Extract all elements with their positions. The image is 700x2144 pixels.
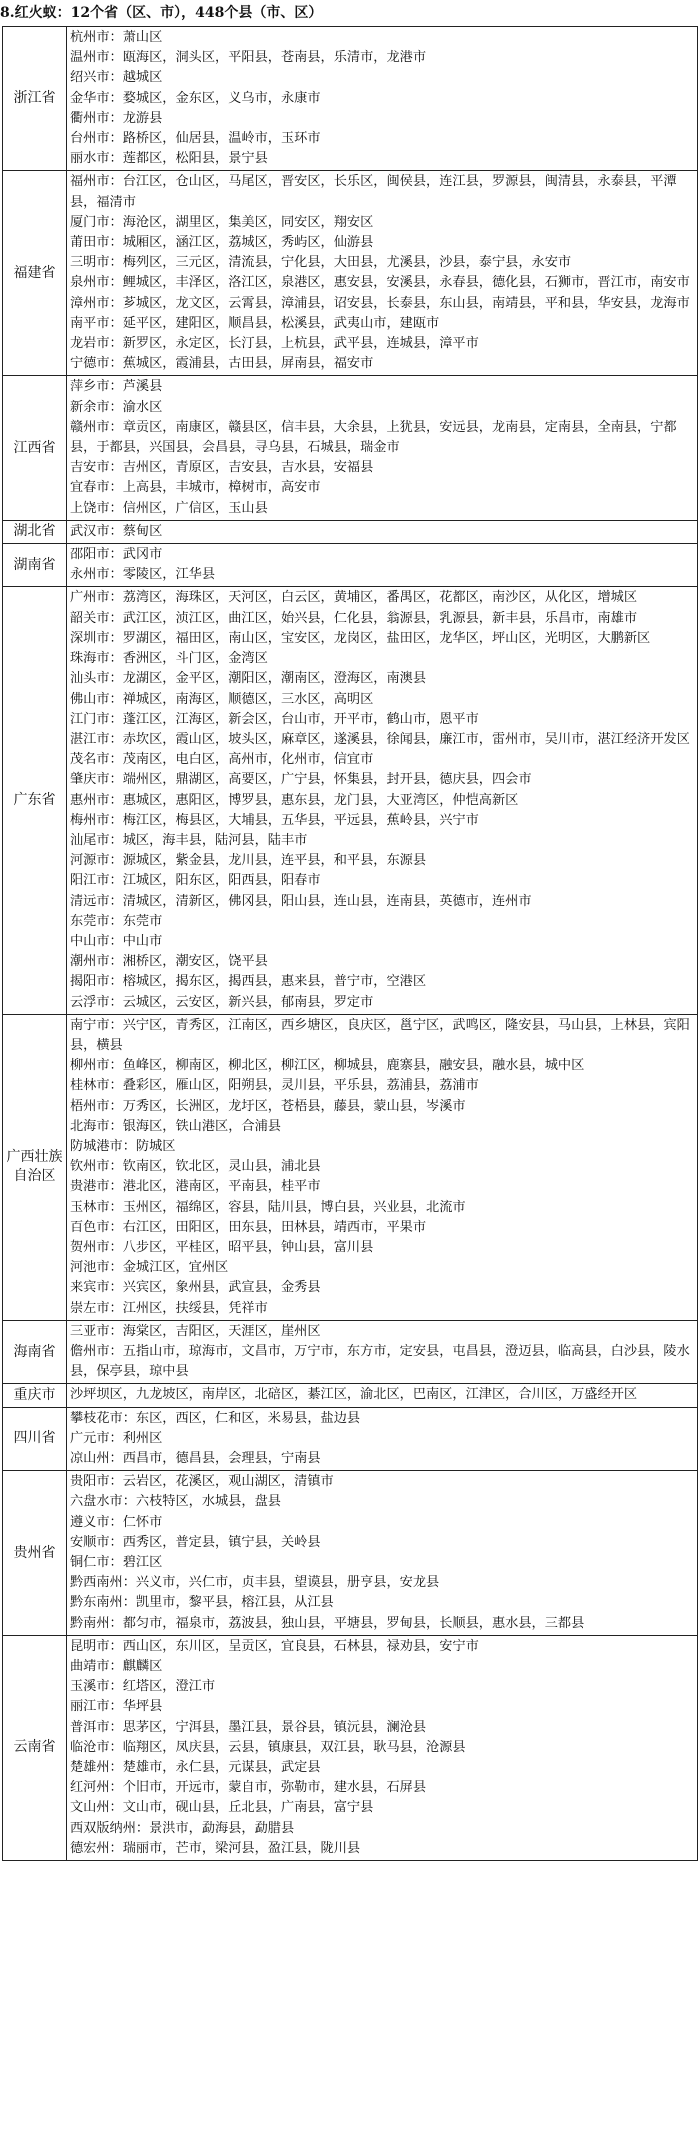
county-line: 河池市：金城江区，宜州区 xyxy=(70,1260,229,1276)
county-line: 衢州市：龙游县 xyxy=(70,110,163,126)
county-line: 温州市：瓯海区，洞头区，平阳县，苍南县，乐清市，龙港市 xyxy=(70,50,427,66)
county-line: 福州市：台江区，仓山区，马尾区，晋安区，长乐区，闽侯县，连江县，罗源县，闽清县，永泰县，平潭县，福清市 xyxy=(70,174,677,210)
county-line: 沙坪坝区，九龙坡区，南岸区，北碚区，綦江区，渝北区，巴南区，江津区，合川区，万盛经开区 xyxy=(70,1387,638,1403)
county-line: 来宾市：兴宾区，象州县，武宣县，金秀县 xyxy=(70,1280,321,1296)
province-name: 海南省 xyxy=(3,1321,67,1384)
county-line: 贵港市：港北区，港南区，平南县，桂平市 xyxy=(70,1179,321,1195)
county-line: 汕头市：龙湖区，金平区，潮阳区，潮南区，澄海区，南澳县 xyxy=(70,671,427,687)
county-line: 新余市：渝水区 xyxy=(70,399,163,415)
county-line: 莆田市：城厢区，涵江区，荔城区，秀屿区，仙游县 xyxy=(70,235,374,251)
county-line: 红河州：个旧市，开远市，蒙自市，弥勒市，建水县，石屏县 xyxy=(70,1780,427,1796)
county-line: 梧州市：万秀区，长洲区，龙圩区，苍梧县，藤县，蒙山县，岑溪市 xyxy=(70,1098,466,1114)
province-counties xyxy=(67,1636,697,1860)
county-line: 攀枝花市：东区，西区，仁和区，米易县，盐边县 xyxy=(70,1410,361,1426)
province-name: 湖北省 xyxy=(3,521,67,543)
county-line: 阳江市：江城区，阳东区，阳西县，阳春市 xyxy=(70,873,321,889)
province-name: 广西壮族自治区 xyxy=(3,1015,67,1320)
province-table xyxy=(2,26,698,1861)
county-line: 宁德市：蕉城区，霞浦县，古田县，屏南县，福安市 xyxy=(70,356,374,372)
county-line: 铜仁市：碧江区 xyxy=(70,1555,163,1571)
county-line: 广州市：荔湾区，海珠区，天河区，白云区，黄埔区，番禺区，花都区，南沙区，从化区，增城区 xyxy=(70,590,638,606)
county-line: 杭州市：萧山区 xyxy=(70,30,163,45)
county-line: 南平市：延平区，建阳区，顺昌县，松溪县，武夷山市，建瓯市 xyxy=(70,315,440,331)
province-row xyxy=(3,1320,697,1384)
document-title: 8.红火蚁：12个省（区、市），448个县（市、区） xyxy=(0,5,323,21)
province-name: 浙江省 xyxy=(3,27,67,170)
province-name: 江西省 xyxy=(3,376,67,519)
county-line: 珠海市：香洲区，斗门区，金湾区 xyxy=(70,651,268,667)
county-line: 贺州市：八步区，平桂区，昭平县，钟山县，富川县 xyxy=(70,1239,374,1255)
province-row xyxy=(3,586,697,1013)
county-line: 黔南州：都匀市，福泉市，荔波县，独山县，平塘县，罗甸县，长顺县，惠水县，三都县 xyxy=(70,1615,585,1631)
county-line: 玉林市：玉州区，福绵区，容县，陆川县，博白县，兴业县，北流市 xyxy=(70,1199,466,1215)
county-line: 昆明市：西山区，东川区，呈贡区，宜良县，石林县，禄劝县，安宁市 xyxy=(70,1638,479,1654)
province-counties xyxy=(67,171,697,375)
province-counties xyxy=(67,376,697,519)
county-line: 深圳市：罗湖区，福田区，南山区，宝安区，龙岗区，盐田区，龙华区，坪山区，光明区，大鹏新区 xyxy=(70,630,651,646)
county-line: 武汉市：蔡甸区 xyxy=(70,523,163,539)
county-line: 防城港市：防城区 xyxy=(70,1138,176,1154)
county-line: 潮州市：湘桥区，潮安区，饶平县 xyxy=(70,954,268,970)
county-line: 邵阳市：武冈市 xyxy=(70,547,163,563)
county-line: 丽水市：莲都区，松阳县，景宁县 xyxy=(70,151,268,167)
county-line: 安顺市：西秀区，普定县，镇宁县，关岭县 xyxy=(70,1534,321,1550)
county-line: 楚雄州：楚雄市，永仁县，元谋县，武定县 xyxy=(70,1760,321,1776)
county-line: 漳州市：芗城区，龙文区，云霄县，漳浦县，诏安县，长泰县，东山县，南靖县，平和县，华安县，龙海市 xyxy=(70,295,690,311)
county-line: 玉溪市：红塔区，澄江市 xyxy=(70,1679,216,1695)
county-line: 西双版纳州：景洪市，勐海县，勐腊县 xyxy=(70,1820,295,1836)
county-line: 三亚市：海棠区，吉阳区，天涯区，崖州区 xyxy=(70,1323,321,1339)
county-line: 台州市：路桥区，仙居县，温岭市，玉环市 xyxy=(70,131,321,147)
county-line: 金华市：婺城区，金东区，义乌市，永康市 xyxy=(70,90,321,106)
province-counties xyxy=(67,1321,697,1384)
county-line: 惠州市：惠城区，惠阳区，博罗县，惠东县，龙门县，大亚湾区，仲恺高新区 xyxy=(70,792,519,808)
county-line: 绍兴市：越城区 xyxy=(70,70,163,86)
county-line: 黔西南州：兴义市，兴仁市，贞丰县，望谟县，册亨县，安龙县 xyxy=(70,1575,440,1591)
county-line: 厦门市：海沧区，湖里区，集美区，同安区，翔安区 xyxy=(70,214,374,230)
county-line: 贵阳市：云岩区，花溪区，观山湖区，清镇市 xyxy=(70,1474,334,1490)
county-line: 三明市：梅列区，三元区，清流县，宁化县，大田县，尤溪县，沙县，泰宁县，永安市 xyxy=(70,255,572,271)
province-row xyxy=(3,1014,697,1320)
county-line: 广元市：利州区 xyxy=(70,1430,163,1446)
county-line: 永州市：零陵区，江华县 xyxy=(70,567,216,583)
province-row xyxy=(3,170,697,375)
province-counties xyxy=(67,27,697,170)
county-line: 赣州市：章贡区，南康区，赣县区，信丰县，大余县，上犹县，安远县，龙南县，定南县，全南县，宁都县，于都县，兴国县，会昌县，寻乌县，石城县，瑞金市 xyxy=(70,419,677,456)
province-counties xyxy=(67,1384,697,1406)
county-line: 文山州：文山市，砚山县，丘北县，广南县，富宁县 xyxy=(70,1800,374,1816)
province-counties xyxy=(67,587,697,1013)
county-line: 吉安市：吉州区，青原区，吉安县，吉水县，安福县 xyxy=(70,460,374,476)
province-name: 湖南省 xyxy=(3,544,67,586)
province-row xyxy=(3,1635,697,1860)
province-row xyxy=(3,1407,697,1471)
province-name: 贵州省 xyxy=(3,1471,67,1635)
county-line: 普洱市：思茅区，宁洱县，墨江县，景谷县，镇沅县，澜沧县 xyxy=(70,1719,427,1735)
province-counties xyxy=(67,1408,697,1471)
county-line: 崇左市：江州区，扶绥县，凭祥市 xyxy=(70,1300,268,1316)
county-line: 桂林市：叠彩区，雁山区，阳朔县，灵川县，平乐县，荔浦县，荔浦市 xyxy=(70,1078,479,1094)
county-line: 曲靖市：麒麟区 xyxy=(70,1659,163,1675)
county-line: 临沧市：临翔区，凤庆县，云县，镇康县，双江县，耿马县，沧源县 xyxy=(70,1739,466,1755)
province-row xyxy=(3,520,697,543)
county-line: 南宁市：兴宁区，青秀区，江南区，西乡塘区，良庆区，邕宁区，武鸣区，隆安县，马山县，上林县，宾阳县，横县 xyxy=(70,1017,690,1053)
county-line: 清远市：清城区，清新区，佛冈县，阳山县，连山县，连南县，英德市，连州市 xyxy=(70,893,532,909)
province-row xyxy=(3,1383,697,1406)
province-counties xyxy=(67,544,697,586)
county-line: 揭阳市：榕城区，揭东区，揭西县，惠来县，普宁市，空港区 xyxy=(70,974,427,990)
county-line: 上饶市：信州区，广信区，玉山县 xyxy=(70,500,268,516)
county-line: 六盘水市：六枝特区，水城县，盘县 xyxy=(70,1494,281,1510)
county-line: 丽江市：华坪县 xyxy=(70,1699,163,1715)
province-counties xyxy=(67,1471,697,1635)
province-name: 广东省 xyxy=(3,587,67,1013)
county-line: 江门市：蓬江区，江海区，新会区，台山市，开平市，鹤山市，恩平市 xyxy=(70,711,479,727)
province-name: 四川省 xyxy=(3,1408,67,1471)
county-line: 黔东南州：凯里市，黎平县，榕江县，从江县 xyxy=(70,1595,334,1611)
county-line: 梅州市：梅江区，梅县区，大埔县，五华县，平远县，蕉岭县，兴宁市 xyxy=(70,812,479,828)
county-line: 泉州市：鲤城区，丰泽区，洛江区，泉港区，惠安县，安溪县，永春县，德化县，石狮市，晋江市，南安市 xyxy=(70,275,690,291)
county-line: 云浮市：云城区，云安区，新兴县，郁南县，罗定市 xyxy=(70,994,374,1010)
county-line: 河源市：源城区，紫金县，龙川县，连平县，和平县，东源县 xyxy=(70,853,427,869)
county-line: 汕尾市：城区，海丰县，陆河县，陆丰市 xyxy=(70,832,308,848)
county-line: 中山市：中山市 xyxy=(70,933,163,949)
province-name: 福建省 xyxy=(3,171,67,375)
province-name: 云南省 xyxy=(3,1636,67,1860)
county-line: 宜春市：上高县，丰城市，樟树市，高安市 xyxy=(70,480,321,496)
province-row xyxy=(3,1470,697,1635)
county-line: 湛江市：赤坎区，霞山区，坡头区，麻章区，遂溪县，徐闻县，廉江市，雷州市，吴川市，湛江经济开发区 xyxy=(70,731,690,747)
county-line: 凉山州：西昌市，德昌县，会理县，宁南县 xyxy=(70,1451,321,1467)
county-line: 德宏州：瑞丽市，芒市，梁河县，盈江县，陇川县 xyxy=(70,1840,361,1856)
province-row xyxy=(3,543,697,586)
province-counties xyxy=(67,1015,697,1320)
county-line: 肇庆市：端州区，鼎湖区，高要区，广宁县，怀集县，封开县，德庆县，四会市 xyxy=(70,772,532,788)
county-line: 萍乡市：芦溪县 xyxy=(70,379,163,395)
province-row xyxy=(3,27,697,170)
county-line: 钦州市：钦南区，钦北区，灵山县，浦北县 xyxy=(70,1159,321,1175)
province-row xyxy=(3,375,697,519)
province-counties xyxy=(67,521,697,543)
county-line: 佛山市：禅城区，南海区，顺德区，三水区，高明区 xyxy=(70,691,374,707)
county-line: 遵义市：仁怀市 xyxy=(70,1514,163,1530)
county-line: 儋州市：五指山市，琼海市，文昌市，万宁市，东方市，定安县，屯昌县，澄迈县，临高县，白沙县，陵水县，保亭县，琼中县 xyxy=(70,1344,690,1380)
county-line: 韶关市：武江区，浈江区，曲江区，始兴县，仁化县，翁源县，乳源县，新丰县，乐昌市，南雄市 xyxy=(70,610,638,626)
county-line: 柳州市：鱼峰区，柳南区，柳北区，柳江区，柳城县，鹿寨县，融安县，融水县，城中区 xyxy=(70,1058,585,1074)
county-line: 东莞市：东莞市 xyxy=(70,913,163,929)
province-name: 重庆市 xyxy=(3,1384,67,1406)
county-line: 北海市：银海区，铁山港区，合浦县 xyxy=(70,1118,281,1134)
county-line: 百色市：右江区，田阳区，田东县，田林县，靖西市，平果市 xyxy=(70,1219,427,1235)
county-line: 龙岩市：新罗区，永定区，长汀县，上杭县，武平县，连城县，漳平市 xyxy=(70,336,479,352)
county-line: 茂名市：茂南区，电白区，高州市，化州市，信宜市 xyxy=(70,752,374,768)
